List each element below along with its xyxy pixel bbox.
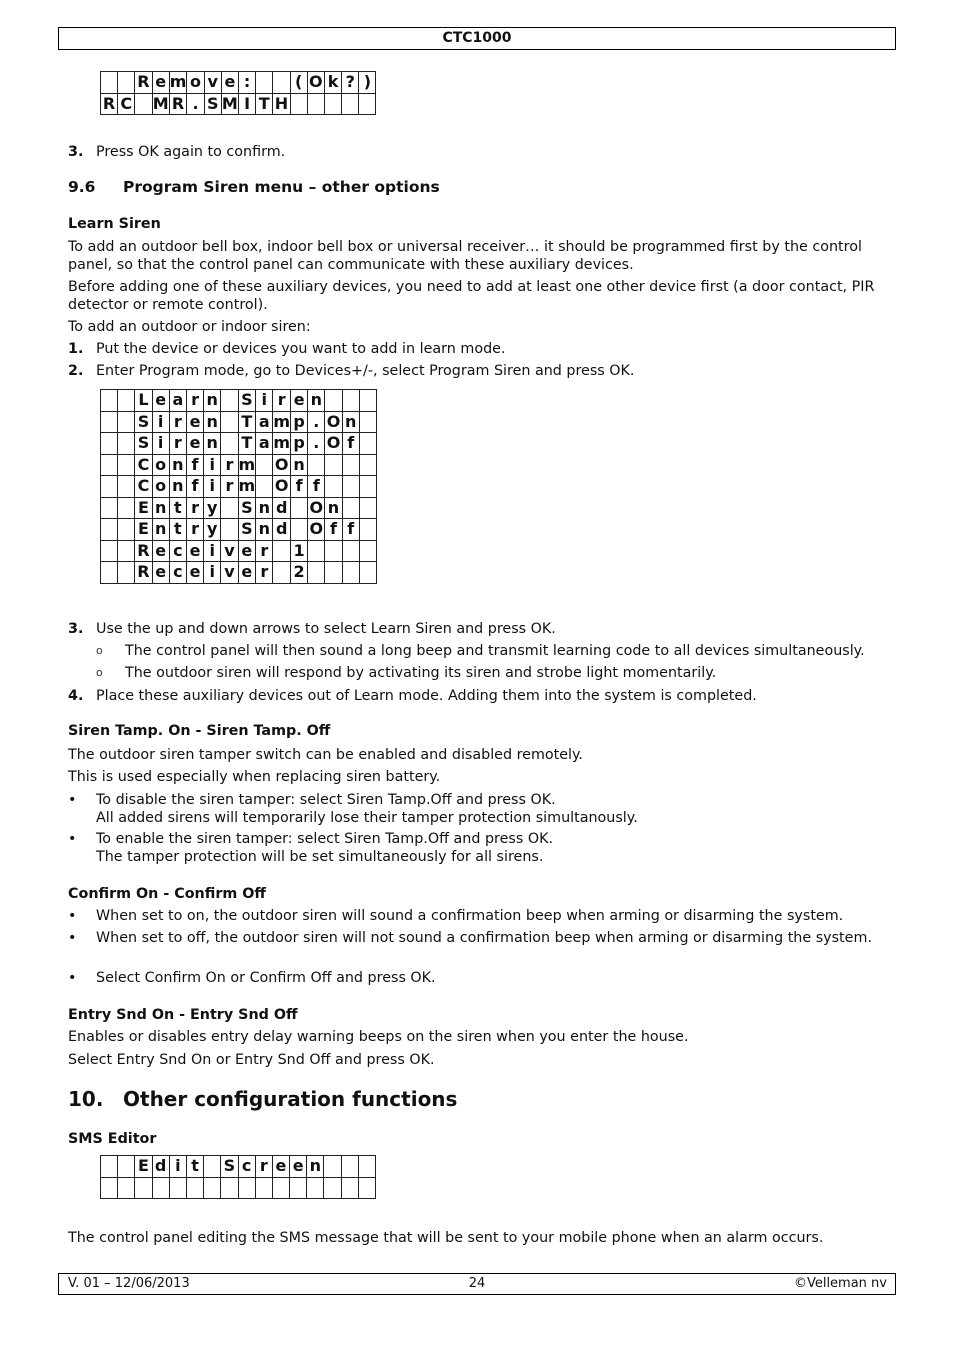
page-header xyxy=(58,27,896,50)
lcd-cell: n xyxy=(152,519,169,541)
bullet-text xyxy=(96,791,898,827)
lcd-row xyxy=(101,1177,376,1199)
lcd-cell xyxy=(325,454,342,476)
lcd-cell: r xyxy=(221,476,238,498)
lcd-cell xyxy=(342,390,359,412)
bullet-dot: • xyxy=(68,831,77,847)
lcd-cell: o xyxy=(152,454,169,476)
lcd-cell: n xyxy=(308,390,325,412)
lcd-row xyxy=(101,433,377,455)
lcd-cell xyxy=(290,1177,307,1199)
lcd-cell: e xyxy=(152,562,169,584)
lcd-cell xyxy=(101,454,118,476)
lcd-cell xyxy=(308,562,325,584)
lcd-cell: O xyxy=(309,519,324,539)
step-text: Place these auxiliary devices out of Learn mode. Adding them into the system is completed. xyxy=(96,688,757,704)
lcd-cell: i xyxy=(204,476,221,498)
lcd-cell xyxy=(204,1156,221,1178)
lcd-cell: R xyxy=(169,93,187,115)
lcd-cell: d xyxy=(152,1156,169,1178)
lcd-cell: y xyxy=(204,519,221,541)
lcd-cell: i xyxy=(152,433,169,455)
entry-snd-paragraph-1: Enables or disables entry delay warning beeps on the siren when you enter the house. xyxy=(68,1029,689,1045)
lcd-cell: . xyxy=(187,93,204,115)
lcd-cell: o xyxy=(187,72,204,94)
lcd-cell xyxy=(118,1177,135,1199)
lcd-row xyxy=(101,72,376,94)
step-text: Use the up and down arrows to select Learn Siren and press OK. xyxy=(96,621,556,637)
lcd-row xyxy=(101,540,377,562)
lcd-cell xyxy=(359,497,376,519)
lcd-cell xyxy=(101,433,118,455)
entry-snd-heading: Entry Snd On - Entry Snd Off xyxy=(68,1007,298,1023)
lcd-cell: d xyxy=(273,519,291,541)
lcd-cell xyxy=(101,411,118,433)
lcd-cell xyxy=(101,72,118,94)
lcd-row xyxy=(101,454,377,476)
sms-editor-paragraph: The control panel editing the SMS message that will be sent to your mobile phone when an alarm occurs. xyxy=(68,1230,824,1246)
lcd-cell: R xyxy=(101,93,118,115)
lcd-cell xyxy=(256,72,273,94)
lcd-cell: S xyxy=(135,411,152,433)
step-number: 3. xyxy=(68,621,84,637)
lcd-cell: m xyxy=(273,433,291,453)
lcd-cell: O xyxy=(273,454,291,476)
confirm-heading: Confirm On - Confirm Off xyxy=(68,886,266,902)
sub-bullet: o xyxy=(96,644,103,657)
step-number: 3. xyxy=(68,144,84,160)
lcd-cell xyxy=(359,411,376,433)
lcd-cell xyxy=(118,1156,135,1178)
lcd-cell xyxy=(342,93,359,115)
sub-text: The control panel will then sound a long beep and transmit learning code to all devices simultaneously. xyxy=(125,643,865,659)
lcd-cell: E xyxy=(135,497,152,519)
sub-bullet: o xyxy=(96,666,103,679)
lcd-cell: S xyxy=(238,390,256,412)
lcd-cell: n xyxy=(291,454,308,476)
siren-tamp-paragraph-1: The outdoor siren tamper switch can be enabled and disabled remotely. xyxy=(68,747,583,763)
lcd-cell: e xyxy=(290,1156,307,1178)
lcd-cell: T xyxy=(256,93,273,115)
lcd-row xyxy=(101,476,377,498)
lcd-cell: n xyxy=(152,497,169,519)
lcd-cell xyxy=(135,1177,152,1199)
step-text: Enter Program mode, go to Devices+/-, select Program Siren and press OK. xyxy=(96,363,635,379)
bullet-line: To disable the siren tamper: select Siren Tamp.Off and press OK. xyxy=(96,792,556,808)
lcd-cell xyxy=(325,390,342,412)
section-title: Other configuration functions xyxy=(123,1087,458,1111)
lcd-cell: E xyxy=(135,519,152,541)
lcd-cell xyxy=(359,433,376,455)
header-title: CTC1000 xyxy=(442,30,512,46)
section-9-6-heading xyxy=(68,177,440,197)
lcd-cell: n xyxy=(256,497,273,519)
lcd-cell: S xyxy=(204,93,221,115)
lcd-cell xyxy=(118,476,135,498)
lcd-cell xyxy=(308,540,325,562)
lcd-cell: . xyxy=(308,411,325,433)
lcd-cell: O xyxy=(309,72,323,92)
lcd-cell: O xyxy=(326,411,341,431)
lcd-cell: e xyxy=(221,72,238,94)
lcd-cell: i xyxy=(204,562,221,584)
lcd-cell: p xyxy=(291,411,308,433)
lcd-cell: L xyxy=(135,390,152,412)
bullet-text: When set to on, the outdoor siren will sound a confirmation beep when arming or disarming the system. xyxy=(96,908,844,924)
step-number: 2. xyxy=(68,363,84,379)
lcd-cell: . xyxy=(308,433,325,455)
lcd-cell: e xyxy=(186,540,203,562)
lcd-cell xyxy=(256,476,273,498)
lcd-cell: r xyxy=(221,454,238,476)
lcd-cell: n xyxy=(169,476,186,498)
lcd-row xyxy=(101,519,377,541)
lcd-cell: v xyxy=(221,562,238,584)
lcd-cell: r xyxy=(255,1156,272,1178)
lcd-cell: 2 xyxy=(291,562,308,584)
lcd-cell: a xyxy=(169,390,186,412)
bullet-dot: • xyxy=(68,970,77,986)
lcd-cell: e xyxy=(152,72,169,94)
lcd-cell xyxy=(221,411,238,433)
lcd-cell xyxy=(359,454,376,476)
lcd-cell: c xyxy=(169,540,186,562)
lcd-cell: e xyxy=(272,1156,289,1178)
lcd-cell xyxy=(324,93,341,115)
section-number: 9.6 xyxy=(68,178,96,196)
lcd-cell xyxy=(255,1177,272,1199)
lcd-cell xyxy=(359,519,376,541)
lcd-cell: y xyxy=(204,497,221,519)
lcd-cell xyxy=(273,72,290,94)
lcd-cell xyxy=(221,390,238,412)
bullet-line: The tamper protection will be set simultaneously for all sirens. xyxy=(96,849,544,865)
lcd-cell xyxy=(118,497,135,519)
lcd-cell xyxy=(221,1177,238,1199)
lcd-cell: m xyxy=(238,476,256,496)
lcd-cell: C xyxy=(135,454,152,476)
lcd-cell xyxy=(359,476,376,498)
lcd-cell: e xyxy=(152,540,169,562)
lcd-cell: M xyxy=(152,93,169,113)
lcd-cell: m xyxy=(169,72,187,92)
lcd-cell: r xyxy=(169,433,186,455)
lcd-cell: f xyxy=(342,519,359,541)
lcd-cell xyxy=(101,1177,118,1199)
lcd-cell xyxy=(358,1177,375,1199)
lcd-cell xyxy=(325,476,342,498)
lcd-siren-menu-display xyxy=(100,389,377,584)
lcd-cell xyxy=(325,540,342,562)
lcd-cell: : xyxy=(238,72,255,94)
lcd-cell: t xyxy=(169,497,186,519)
lcd-cell: m xyxy=(238,454,256,474)
lcd-cell: f xyxy=(291,476,308,498)
lcd-cell: T xyxy=(238,411,256,433)
bullet-text: Select Confirm On or Confirm Off and press OK. xyxy=(96,970,436,986)
lcd-cell xyxy=(307,93,324,115)
lcd-cell xyxy=(307,1177,324,1199)
lcd-cell: f xyxy=(308,476,325,498)
lcd-row xyxy=(101,390,377,412)
lcd-cell xyxy=(341,1156,358,1178)
lcd-cell: e xyxy=(291,390,308,412)
bullet-dot: • xyxy=(68,908,77,924)
lcd-row xyxy=(101,1156,376,1178)
lcd-cell xyxy=(204,1177,221,1199)
lcd-cell xyxy=(359,540,376,562)
lcd-cell: v xyxy=(204,72,221,94)
bullet-text xyxy=(96,830,898,866)
bullet-line: To enable the siren tamper: select Siren Tamp.Off and press OK. xyxy=(96,831,553,847)
lcd-cell: 1 xyxy=(291,540,308,562)
lcd-cell xyxy=(324,1156,341,1178)
lcd-cell xyxy=(118,562,135,584)
lcd-cell: ( xyxy=(290,72,307,94)
lcd-cell xyxy=(324,1177,341,1199)
learn-siren-heading: Learn Siren xyxy=(68,216,161,232)
lcd-cell: i xyxy=(204,454,221,476)
lcd-cell: f xyxy=(186,454,203,476)
siren-tamp-paragraph-2: This is used especially when replacing siren battery. xyxy=(68,769,441,785)
lcd-cell xyxy=(221,497,238,519)
lcd-cell: e xyxy=(186,411,203,433)
step-number: 4. xyxy=(68,688,84,704)
lcd-cell xyxy=(118,519,135,541)
lcd-cell xyxy=(291,497,308,519)
lcd-cell: n xyxy=(204,433,221,455)
bullet-dot: • xyxy=(68,930,77,946)
lcd-cell: a xyxy=(256,411,273,433)
lcd-cell xyxy=(342,540,359,562)
lcd-cell: c xyxy=(238,1156,255,1178)
lcd-cell xyxy=(101,476,118,498)
lcd-cell: n xyxy=(204,390,221,412)
lcd-cell xyxy=(342,476,359,498)
bullet-dot: • xyxy=(68,792,77,808)
lcd-cell: p xyxy=(291,433,308,455)
lcd-cell xyxy=(273,562,291,584)
lcd-cell: e xyxy=(152,390,169,412)
lcd-cell: r xyxy=(186,497,203,519)
section-10-heading xyxy=(68,1087,458,1111)
lcd-cell xyxy=(118,72,135,94)
lcd-cell xyxy=(290,93,307,115)
lcd-cell: f xyxy=(186,476,203,498)
sub-text: The outdoor siren will respond by activating its siren and strobe light momentarily. xyxy=(125,665,717,681)
lcd-cell: e xyxy=(238,540,256,562)
lcd-cell xyxy=(291,519,308,541)
lcd-cell xyxy=(238,1177,255,1199)
lcd-cell: n xyxy=(256,519,273,541)
lcd-cell xyxy=(118,433,135,455)
lcd-cell: M xyxy=(221,93,238,113)
lcd-cell xyxy=(135,93,152,115)
lcd-cell: d xyxy=(273,497,291,519)
lcd-cell xyxy=(342,562,359,584)
lcd-cell: E xyxy=(135,1156,152,1178)
lcd-cell xyxy=(101,390,118,412)
lcd-cell xyxy=(101,519,118,541)
lcd-cell xyxy=(221,433,238,455)
lcd-cell: c xyxy=(169,562,186,584)
step-number: 1. xyxy=(68,341,84,357)
lcd-cell: t xyxy=(169,519,186,541)
lcd-cell: O xyxy=(309,497,324,517)
lcd-cell: e xyxy=(186,562,203,584)
lcd-cell: k xyxy=(324,72,341,94)
lcd-cell xyxy=(118,454,135,476)
lcd-cell: o xyxy=(152,476,169,498)
lcd-cell: r xyxy=(186,519,203,541)
entry-snd-paragraph-2: Select Entry Snd On or Entry Snd Off and press OK. xyxy=(68,1052,435,1068)
page-footer xyxy=(58,1273,896,1295)
lcd-cell: C xyxy=(135,476,152,498)
lcd-cell xyxy=(101,1156,118,1178)
lcd-cell: S xyxy=(135,433,152,455)
lcd-cell: n xyxy=(342,411,359,433)
lcd-cell: a xyxy=(256,433,273,455)
lcd-row xyxy=(101,93,376,115)
lcd-cell: i xyxy=(256,390,273,412)
lcd-cell xyxy=(118,540,135,562)
lcd-cell: n xyxy=(307,1156,324,1178)
lcd-cell: O xyxy=(326,433,341,453)
footer-page-number: 24 xyxy=(468,1276,486,1291)
section-number: 10. xyxy=(68,1087,104,1111)
lcd-cell: r xyxy=(273,390,291,412)
lcd-cell xyxy=(118,411,135,433)
step-text: Press OK again to confirm. xyxy=(96,144,286,160)
lcd-cell: I xyxy=(238,93,255,115)
lcd-cell xyxy=(101,497,118,519)
lcd-cell: R xyxy=(135,562,152,584)
lcd-cell: O xyxy=(273,476,291,498)
lcd-cell: r xyxy=(186,390,203,412)
lcd-cell: R xyxy=(135,72,152,94)
lcd-cell xyxy=(359,93,376,115)
lcd-cell xyxy=(342,497,359,519)
footer-version: V. 01 – 12/06/2013 xyxy=(68,1276,190,1291)
lcd-cell: e xyxy=(238,562,256,584)
lcd-cell: r xyxy=(169,411,186,433)
lcd-cell xyxy=(359,390,376,412)
lcd-cell: S xyxy=(238,497,256,519)
learn-siren-paragraph-1: To add an outdoor bell box, indoor bell box or universal receiver… it should be programmed first by the control panel, so that the control panel can communicate with these auxiliary devices. xyxy=(68,239,862,273)
learn-siren-paragraph-2: Before adding one of these auxiliary devices, you need to add at least one other device first (a door contact, PIR detector or remote control). xyxy=(68,279,875,313)
sms-editor-heading: SMS Editor xyxy=(68,1131,157,1147)
lcd-cell: i xyxy=(152,411,169,433)
lcd-cell xyxy=(359,562,376,584)
lcd-cell: f xyxy=(325,519,342,541)
lcd-cell: n xyxy=(325,497,342,519)
lcd-cell xyxy=(341,1177,358,1199)
lcd-cell: H xyxy=(274,93,289,113)
lcd-cell xyxy=(256,454,273,476)
lcd-cell xyxy=(101,562,118,584)
siren-tamp-heading: Siren Tamp. On - Siren Tamp. Off xyxy=(68,723,331,739)
lcd-cell xyxy=(101,540,118,562)
lcd-cell: i xyxy=(204,540,221,562)
lcd-cell: e xyxy=(186,433,203,455)
lcd-row xyxy=(101,411,377,433)
lcd-cell: n xyxy=(204,411,221,433)
lcd-cell: m xyxy=(273,411,291,431)
lcd-cell: i xyxy=(169,1156,186,1178)
lcd-cell xyxy=(221,519,238,541)
lcd-sms-editor-display xyxy=(100,1155,376,1199)
lcd-cell: n xyxy=(169,454,186,476)
lcd-cell: v xyxy=(221,540,238,562)
bullet-line: All added sirens will temporarily lose their tamper protection simultanously. xyxy=(96,810,638,826)
lcd-row xyxy=(101,497,377,519)
lcd-cell xyxy=(358,1156,375,1178)
lcd-cell: S xyxy=(238,519,256,541)
lcd-cell xyxy=(272,1177,289,1199)
lcd-remove-display xyxy=(100,71,376,115)
lcd-cell: t xyxy=(186,1156,203,1178)
section-title: Program Siren menu – other options xyxy=(123,178,440,196)
lcd-cell: f xyxy=(342,433,359,455)
lcd-row xyxy=(101,562,377,584)
lcd-cell xyxy=(325,562,342,584)
bullet-text: When set to off, the outdoor siren will not sound a confirmation beep when arming or disarming the system. xyxy=(96,930,872,946)
lcd-cell xyxy=(342,454,359,476)
footer-copyright: ©Velleman nv xyxy=(793,1276,887,1291)
step-text: Put the device or devices you want to add in learn mode. xyxy=(96,341,506,357)
lcd-cell: T xyxy=(238,433,256,455)
learn-siren-paragraph-3: To add an outdoor or indoor siren: xyxy=(68,319,311,335)
lcd-cell: ) xyxy=(359,72,376,94)
lcd-cell: C xyxy=(118,93,135,115)
lcd-cell xyxy=(169,1177,186,1199)
lcd-cell xyxy=(186,1177,203,1199)
lcd-cell xyxy=(118,390,135,412)
lcd-cell xyxy=(273,540,291,562)
lcd-cell: r xyxy=(256,562,273,584)
lcd-cell xyxy=(308,454,325,476)
lcd-cell: ? xyxy=(342,72,359,94)
lcd-cell xyxy=(152,1177,169,1199)
lcd-cell: r xyxy=(256,540,273,562)
lcd-cell: S xyxy=(221,1156,238,1178)
lcd-cell: R xyxy=(135,540,152,562)
